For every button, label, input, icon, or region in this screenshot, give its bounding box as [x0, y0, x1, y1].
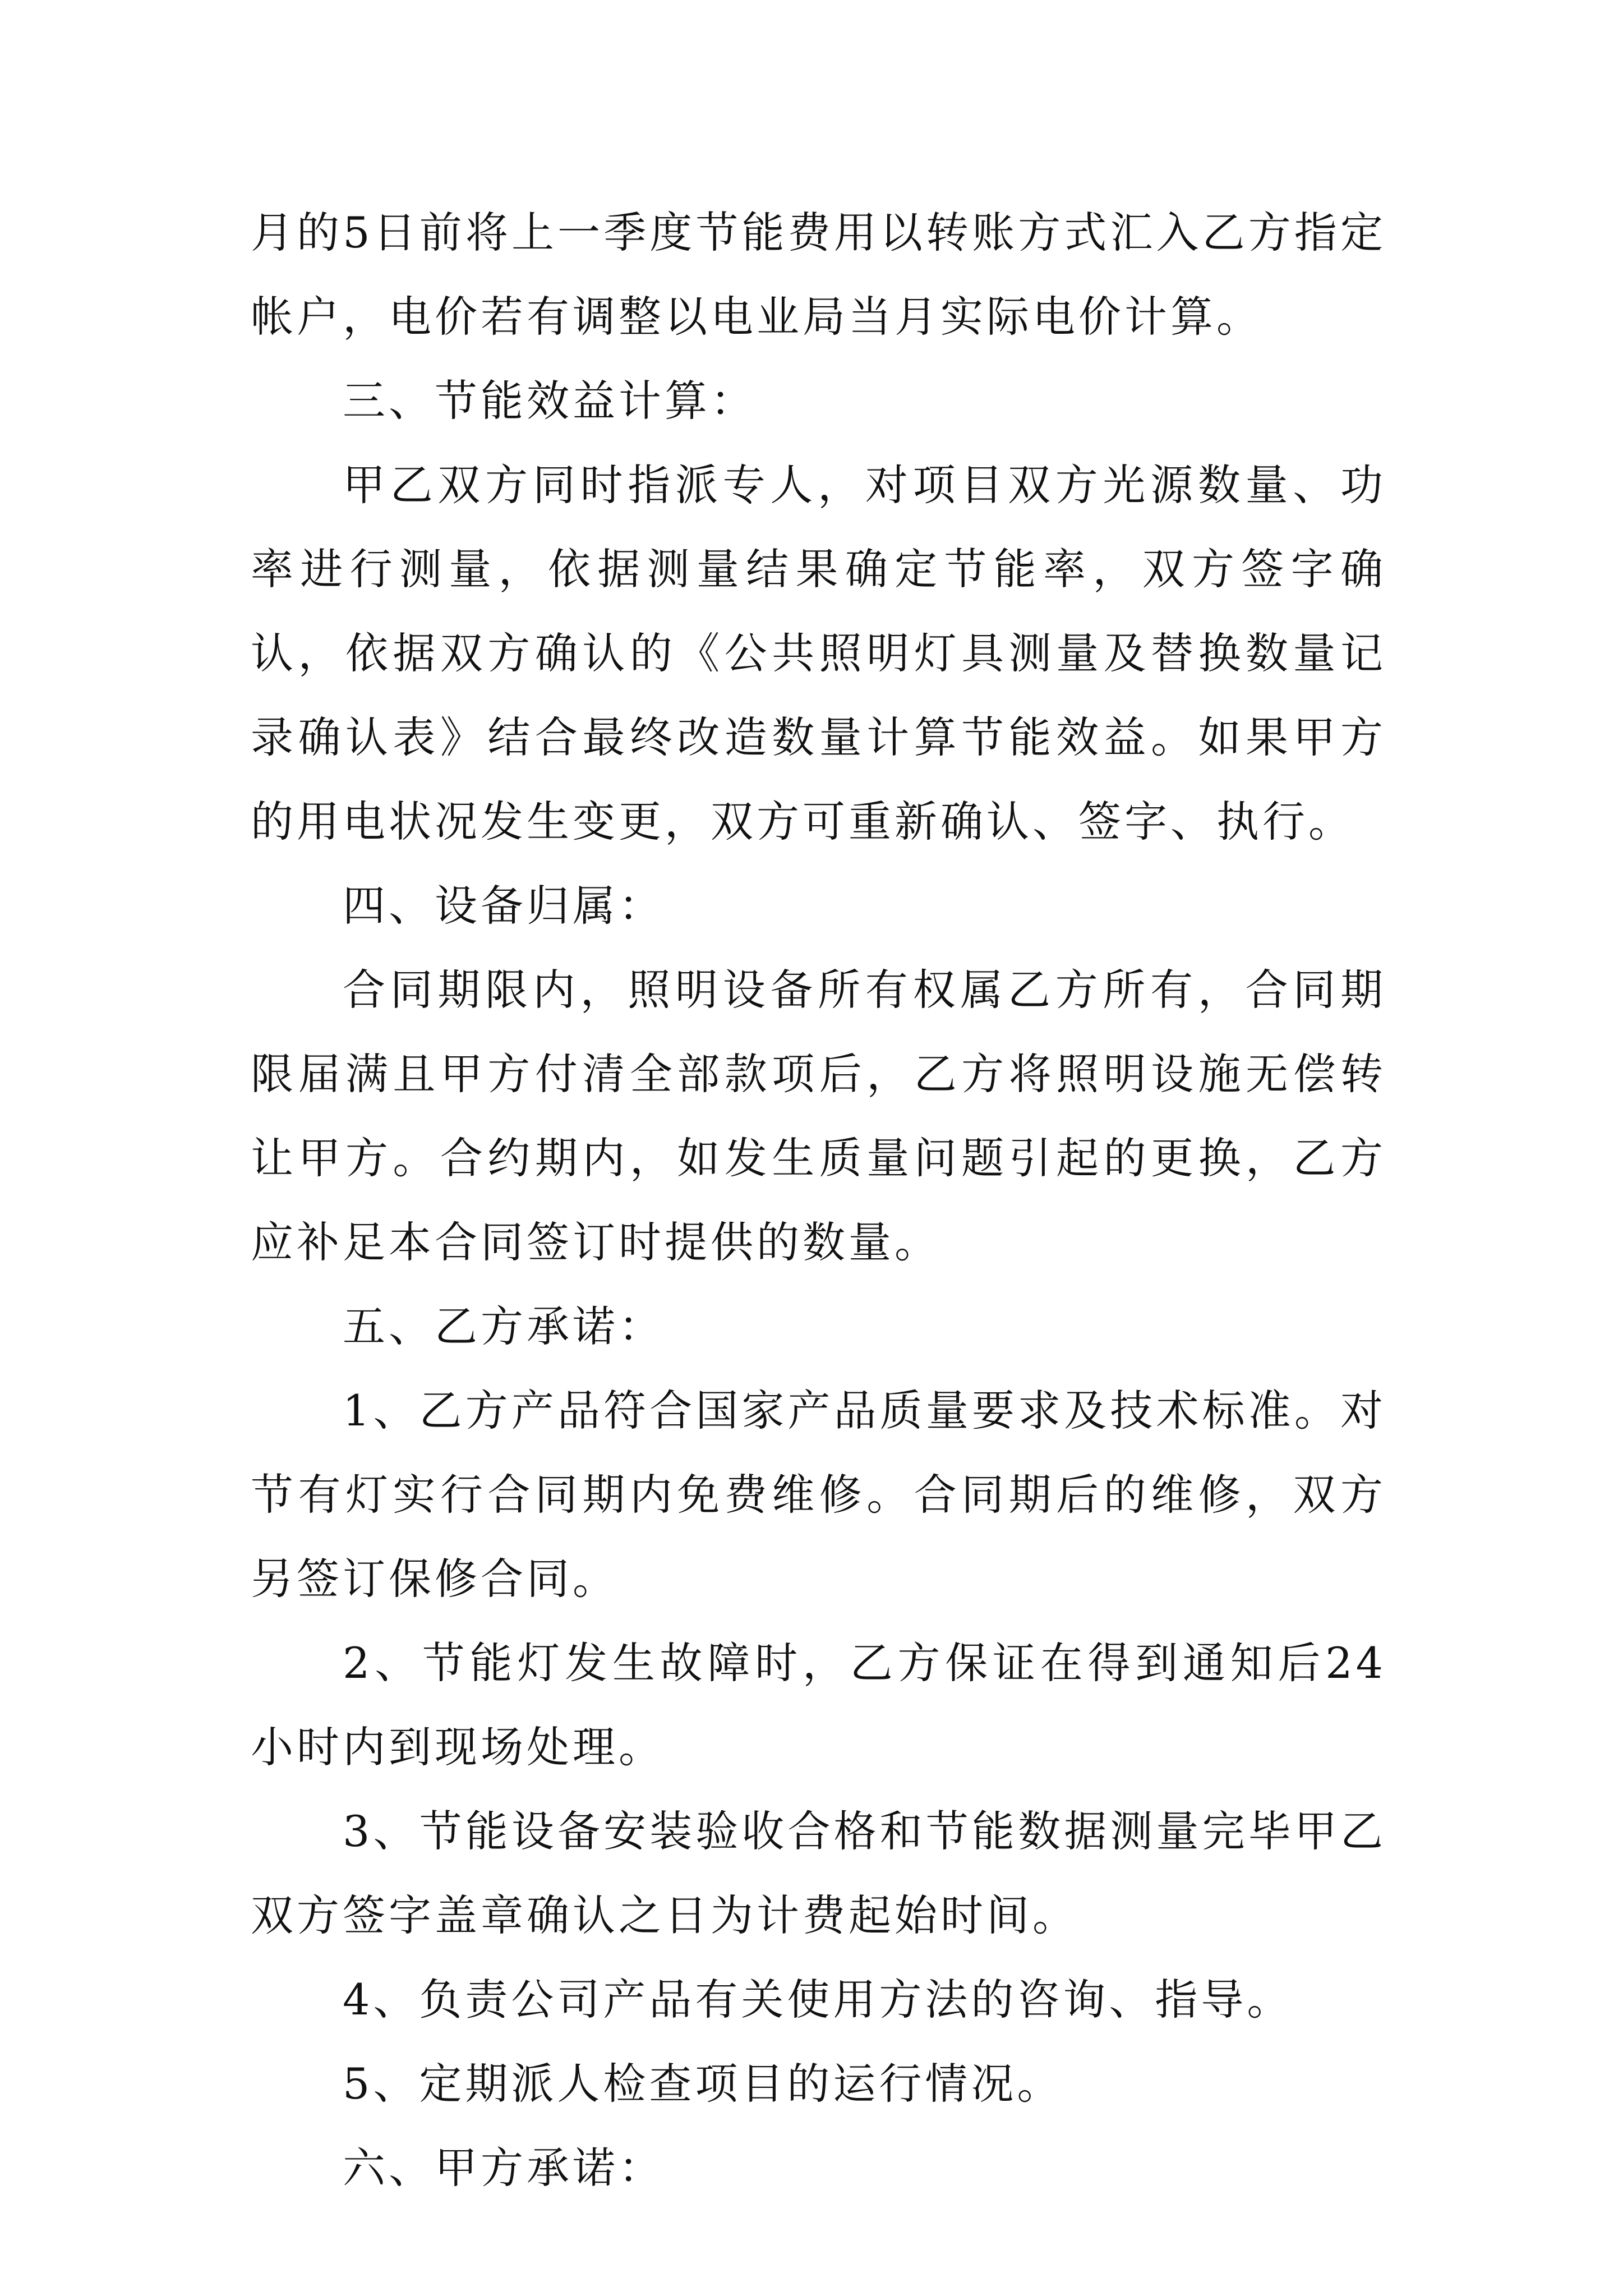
document-body [251, 191, 1386, 2210]
paragraph-energy-benefit: 甲乙双方同时指派专人，对项目双方光源数量、功率进行测量，依据测量结果确定节能率，双方签字确认，依据双方确认的《公共照明灯具测量及替换数量记录确认表》结合最终改造数量计算节能效益。如果甲方的用电状况发生变更，双方可重新确认、签字、执行。 [251, 460, 1386, 846]
section-heading-party-b-commitments: 五、乙方承诺： [343, 1301, 665, 1351]
paragraph-continuation: 月的5日前将上一季度节能费用以转账方式汇入乙方指定帐户，电价若有调整以电业局当月实际电价计算。 [251, 208, 1386, 342]
paragraph-equipment-ownership: 合同期限内，照明设备所有权属乙方所有，合同期限届满且甲方付清全部款项后，乙方将照明设施无偿转让甲方。合约期内，如发生质量问题引起的更换，乙方应补足本合同签订时提供的数量。 [251, 965, 1386, 1267]
list-item-commitment-2: 2、节能灯发生故障时，乙方保证在得到通知后24小时内到现场处理。 [251, 1638, 1386, 1772]
list-item-commitment-3: 3、节能设备安装验收合格和节能数据测量完毕甲乙双方签字盖章确认之日为计费起始时间。 [251, 1806, 1386, 1940]
section-heading-equipment-ownership: 四、设备归属： [343, 881, 665, 931]
section-heading-party-a-commitments: 六、甲方承诺： [343, 2143, 665, 2193]
section-heading-energy-benefit: 三、节能效益计算： [343, 376, 757, 426]
list-item-commitment-4: 4、负责公司产品有关使用方法的咨询、指导。 [343, 1975, 1293, 2024]
list-item-commitment-5: 5、定期派人检查项目的运行情况。 [343, 2059, 1063, 2109]
list-item-commitment-1: 1、乙方产品符合国家产品质量要求及技术标准。对节有灯实行合同期内免费维修。合同期后的维修，双方另签订保修合同。 [251, 1386, 1386, 1604]
